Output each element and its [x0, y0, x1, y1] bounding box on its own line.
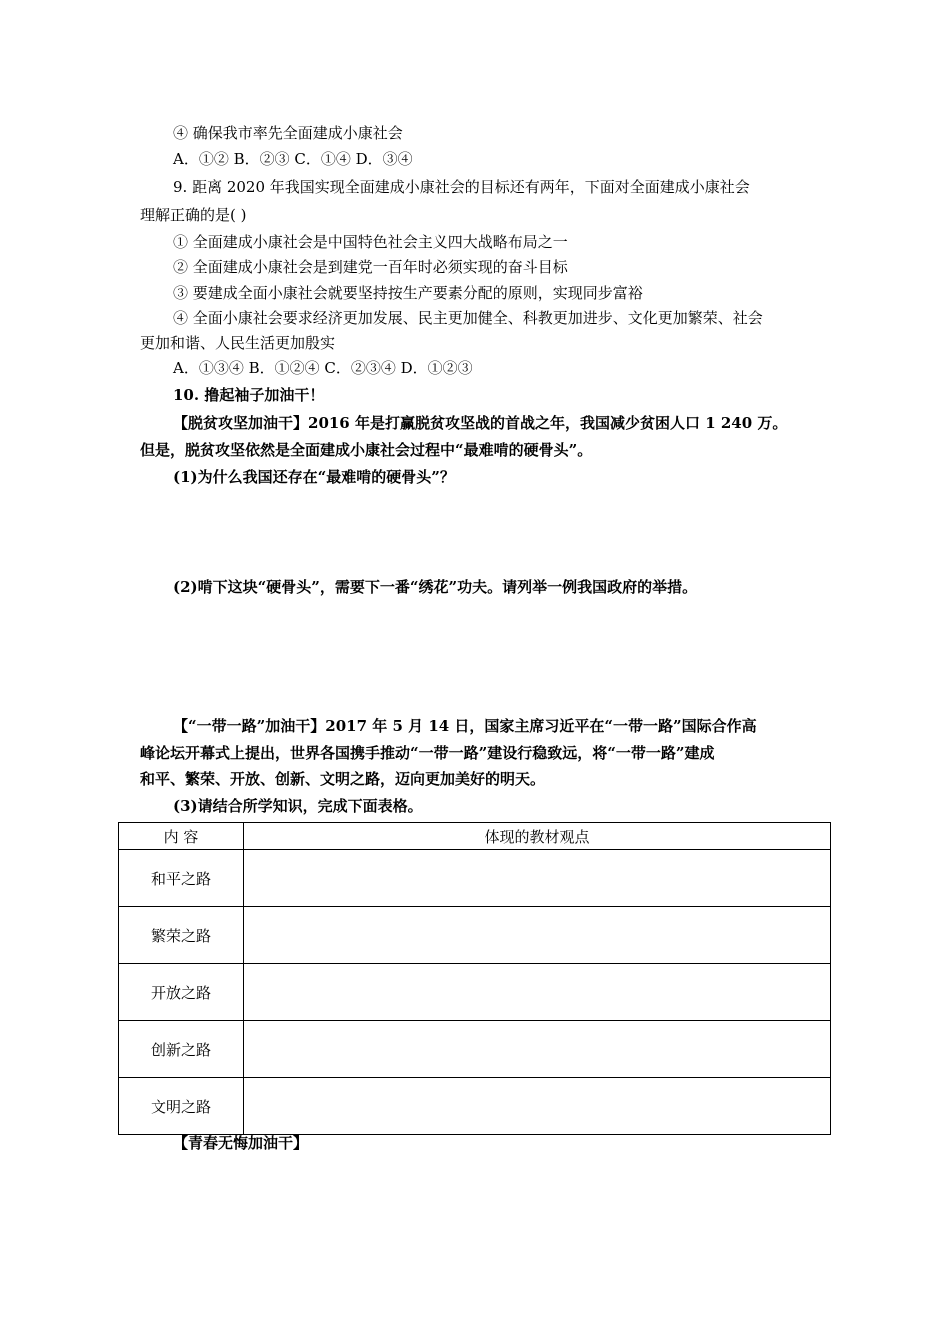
- q10-belt-road-paragraph-line3: 和平、繁荣、开放、创新、文明之路，迈向更加美好的明天。: [140, 770, 546, 788]
- table-row: [119, 964, 831, 1021]
- q9-stem-line1: 9. 距离 2020 年我国实现全面建成小康社会的目标还有两年，下面对全面建成小康社会: [173, 178, 750, 196]
- table-answer-cell[interactable]: [244, 907, 831, 964]
- q9-stem-line2: 理解正确的是( ): [140, 206, 247, 224]
- table-row: [119, 907, 831, 964]
- table-header-row: [119, 823, 831, 850]
- table-row: [119, 850, 831, 907]
- answer-table: [118, 822, 831, 1135]
- q10-title: 10. 撸起袖子加油干！: [173, 386, 325, 404]
- q8-options: A．①② B．②③ C．①④ D．③④: [173, 150, 413, 168]
- q9-item-2: ② 全面建成小康社会是到建党一百年时必须实现的奋斗目标: [173, 258, 568, 276]
- table-answer-cell[interactable]: [244, 1078, 831, 1135]
- q10-subquestion-2: (2)啃下这块“硬骨头”，需要下一番“绣花”功夫。请列举一例我国政府的举措。: [173, 578, 698, 596]
- q9-item-4-line2: 更加和谐、人民生活更加殷实: [140, 334, 336, 352]
- table-header-view: 体现的教材观点: [244, 823, 831, 850]
- table-row-label: 创新之路: [119, 1021, 244, 1078]
- q10-belt-road-paragraph-line1: 【“一带一路”加油干】2017 年 5 月 14 日，国家主席习近平在“一带一路”国际合作高: [173, 717, 757, 735]
- q9-options: A．①③④ B．①②④ C．②③④ D．①②③: [173, 359, 473, 377]
- q8-item-4: ④ 确保我市率先全面建成小康社会: [173, 124, 403, 142]
- table-answer-cell[interactable]: [244, 1021, 831, 1078]
- table-row: [119, 1021, 831, 1078]
- q10-subquestion-1: (1)为什么我国还存在“最难啃的硬骨头”？: [173, 468, 455, 486]
- table-row-label: 繁荣之路: [119, 907, 244, 964]
- q10-poverty-paragraph-line1: 【脱贫攻坚加油干】2016 年是打赢脱贫攻坚战的首战之年，我国减少贫困人口 1 240 万。: [173, 414, 788, 432]
- q9-item-3: ③ 要建成全面小康社会就要坚持按生产要素分配的原则，实现同步富裕: [173, 284, 643, 302]
- table-row: [119, 1078, 831, 1135]
- q9-item-1: ① 全面建成小康社会是中国特色社会主义四大战略布局之一: [173, 233, 568, 251]
- table-row-label: 文明之路: [119, 1078, 244, 1135]
- q9-item-4-line1: ④ 全面小康社会要求经济更加发展、民主更加健全、科教更加进步、文化更加繁荣、社会: [173, 309, 763, 327]
- q10-subquestion-3: (3)请结合所学知识，完成下面表格。: [173, 797, 423, 815]
- q10-youth-heading: 【青春无悔加油干】: [173, 1134, 309, 1152]
- table-answer-cell[interactable]: [244, 850, 831, 907]
- table-row-label: 和平之路: [119, 850, 244, 907]
- table-header-content: 内 容: [119, 823, 244, 850]
- table-row-label: 开放之路: [119, 964, 244, 1021]
- q10-belt-road-paragraph-line2: 峰论坛开幕式上提出，世界各国携手推动“一带一路”建设行稳致远，将“一带一路”建成: [140, 744, 715, 762]
- table-answer-cell[interactable]: [244, 964, 831, 1021]
- q10-poverty-paragraph-line2: 但是，脱贫攻坚依然是全面建成小康社会过程中“最难啃的硬骨头”。: [140, 441, 593, 459]
